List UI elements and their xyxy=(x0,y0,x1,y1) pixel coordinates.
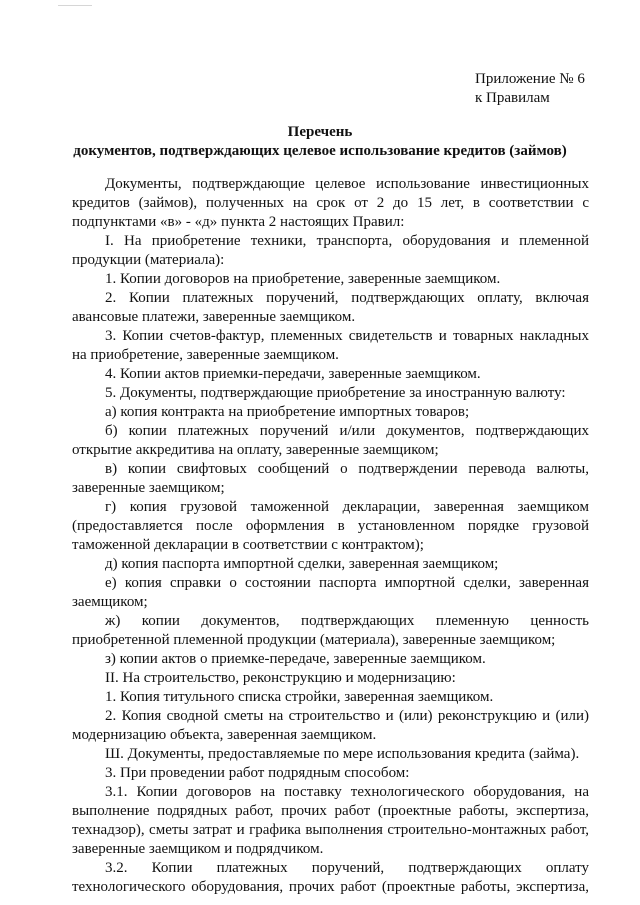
item-3-3-2: 3.2. Копии платежных поручений, подтверждающих оплату технологического оборудования, прочих работ (проектные работы, экспертиза, xyxy=(72,860,589,895)
item-3-3: 3. При проведении работ подрядным способом: xyxy=(105,765,410,781)
scan-artifact xyxy=(58,0,92,6)
item-1-5-v: в) копии свифтовых сообщений о подтверждении перевода валюты, заверенные заемщиком; xyxy=(72,461,589,496)
item-1-3: 3. Копии счетов-фактур, племенных свидетельств и товарных накладных на приобретение, заверенные заемщиком. xyxy=(72,328,589,363)
item-1-4: 4. Копии актов приемки-передачи, заверенные заемщиком. xyxy=(105,366,481,382)
section-1-heading: I. На приобретение техники, транспорта, оборудования и племенной продукции (материала): xyxy=(72,233,589,268)
item-2-1: 1. Копия титульного списка стройки, заверенная заемщиком. xyxy=(105,689,494,705)
section-2-heading: II. На строительство, реконструкцию и модернизацию: xyxy=(105,670,456,686)
item-1-2: 2. Копии платежных поручений, подтверждающих оплату, включая авансовые платежи, заверенные заемщиком. xyxy=(72,290,589,325)
document-subtitle: документов, подтверждающих целевое использование кредитов (займов) xyxy=(73,143,567,159)
section-3-heading: Ш. Документы, предоставляемые по мере использования кредита (займа). xyxy=(105,746,580,762)
appendix-reference: к Правилам xyxy=(475,90,550,106)
appendix-label xyxy=(475,70,585,108)
item-1-5-z: з) копии актов о приемке-передаче, заверенные заемщиком. xyxy=(105,651,486,667)
document-title: Перечень xyxy=(287,124,353,140)
item-1-5-b: б) копии платежных поручений и/или документов, подтверждающих открытие аккредитива на оплату, заверенные заемщиком; xyxy=(72,423,589,458)
item-1-5-zh: ж) копии документов, подтверждающих племенную ценность приобретенной племенной продукции (материала), заверенные заемщиком; xyxy=(72,613,589,648)
document-body xyxy=(72,175,589,897)
item-1-5: 5. Документы, подтверждающие приобретение за иностранную валюту: xyxy=(105,385,566,401)
item-3-3-1: 3.1. Копии договоров на поставку технологического оборудования, на выполнение подрядных работ, прочих работ (проектные работы, экспертиза, технадзор), сметы затрат и графика выполнения строительно-монтажных работ, заверенные заемщиком и подрядчиком. xyxy=(72,784,589,857)
item-2-2: 2. Копия сводной сметы на строительство и (или) реконструкцию и (или) модернизацию объекта, заверенная заемщиком. xyxy=(72,708,589,743)
item-1-5-e: е) копия справки о состоянии паспорта импортной сделки, заверенная заемщиком; xyxy=(72,575,589,610)
item-1-5-g: г) копия грузовой таможенной декларации, заверенная заемщиком (предоставляется после оформления в установленном порядке грузовой таможенной декларации в соответствии с контрактом); xyxy=(72,499,589,553)
item-1-1: 1. Копии договоров на приобретение, заверенные заемщиком. xyxy=(105,271,501,287)
appendix-number: Приложение № 6 xyxy=(475,71,585,87)
item-1-5-a: а) копия контракта на приобретение импортных товаров; xyxy=(105,404,470,420)
intro-paragraph: Документы, подтверждающие целевое использование инвестиционных кредитов (займов), полученных на срок от 2 до 15 лет, в соответствии с подпунктами «в» - «д» пункта 2 настоящих Правил: xyxy=(72,176,589,230)
item-1-5-d: д) копия паспорта импортной сделки, заверенная заемщиком; xyxy=(105,556,499,572)
